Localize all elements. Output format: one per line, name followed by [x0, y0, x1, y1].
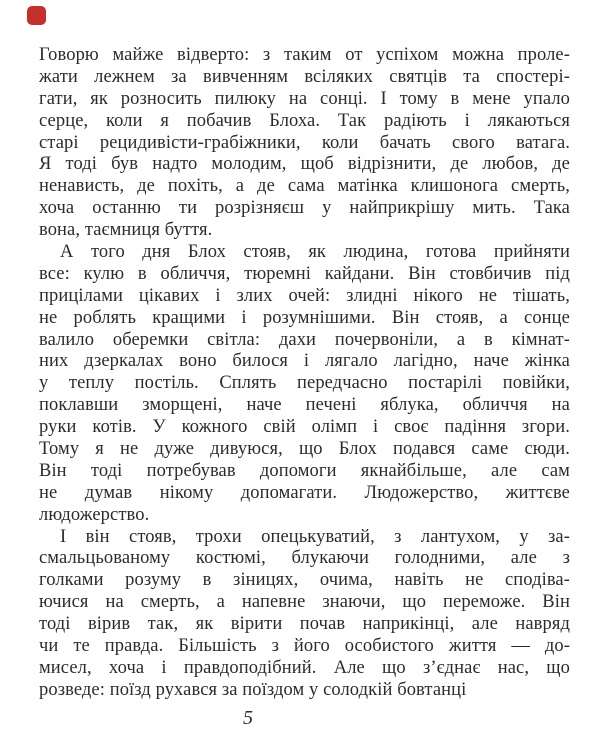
text-line: серце, коли я побачив Блоха. Так радіють і лякаються [39, 110, 570, 131]
text-line: валило оберемки світла: дахи почервоніли, а в кімнат- [39, 329, 570, 350]
page-number: 5 [243, 707, 253, 729]
text-line: прицілами цікавих і злих очей: злидні нікого не тішать, [39, 285, 570, 306]
text-line: все: кулю в обличчя, тюремні кайдани. Він стовбичив під [39, 263, 570, 284]
text-line: мисел, хоча і правдоподібний. Але що з’єднає нас, що [39, 657, 570, 678]
text-line: Я тоді був надто молодим, щоб відрізнити, де любов, де [39, 154, 570, 175]
text-line: вона, таємниця буття. [39, 220, 213, 241]
text-line: гати, як розносить пилюку на сонці. І тому в мене упало [39, 88, 570, 109]
text-line: Говорю майже відверто: з таким от успіхом можна проле- [39, 45, 570, 65]
text-line: старі рецидивісти-грабіжники, коли бачать свого ватага. [39, 132, 570, 153]
text-line: у теплу постіль. Сплять передчасно постарілі повійки, [39, 373, 570, 394]
text-line: І він стояв, трохи опецькуватий, з лантухом, у за- [60, 526, 570, 547]
text-line: чи те правда. Більшість з його особистого життя — до- [39, 636, 570, 657]
text-line: ненависть, де похіть, а де сама матінка клишонога смерть, [39, 176, 570, 197]
corner-menu-button[interactable] [27, 6, 46, 25]
text-line: смальцьованому костюмі, блукаючи голодними, але з [39, 548, 570, 569]
text-line: хоча останню ти розрізняєш у найприкрішу мить. Така [39, 198, 570, 219]
text-line: руки котів. У кожного свій олімп і своє падіння згори. [39, 417, 570, 438]
text-line: Він тоді потребував допомоги якнайбільше, але сам [39, 460, 570, 481]
text-line: них дзеркалах воно билося і лягало лагідно, наче жінка [39, 351, 570, 372]
text-line: жати лежнем за вивченням всіляких святців та спостері- [39, 66, 570, 87]
text-line: тоді вірив так, як вірити почав наприкінці, але навряд [39, 614, 570, 635]
text-line: ючися на смерть, а напевне знаючи, що переможе. Він [39, 592, 570, 613]
text-line: А того дня Блох стояв, як людина, готова прийняти [60, 242, 570, 263]
text-line: людожерство. [39, 504, 150, 525]
text-line: поклавши зморщені, наче печені яблука, обличчя на [39, 395, 570, 416]
text-line: не роблять кращими і розумнішими. Він стояв, а сонце [39, 307, 570, 328]
text-line: голками розуму в зіницях, очима, навіть не сподіва- [39, 570, 570, 591]
text-line: не думав нікому допомагати. Людожерство, життєве [39, 482, 570, 503]
text-line: Тому я не дуже дивуюся, що Блох подався саме сюди. [39, 439, 570, 460]
text-line: розведе: поїзд рухався за поїздом у солодкій бовтанці [39, 679, 467, 700]
page-text-block [39, 45, 570, 702]
